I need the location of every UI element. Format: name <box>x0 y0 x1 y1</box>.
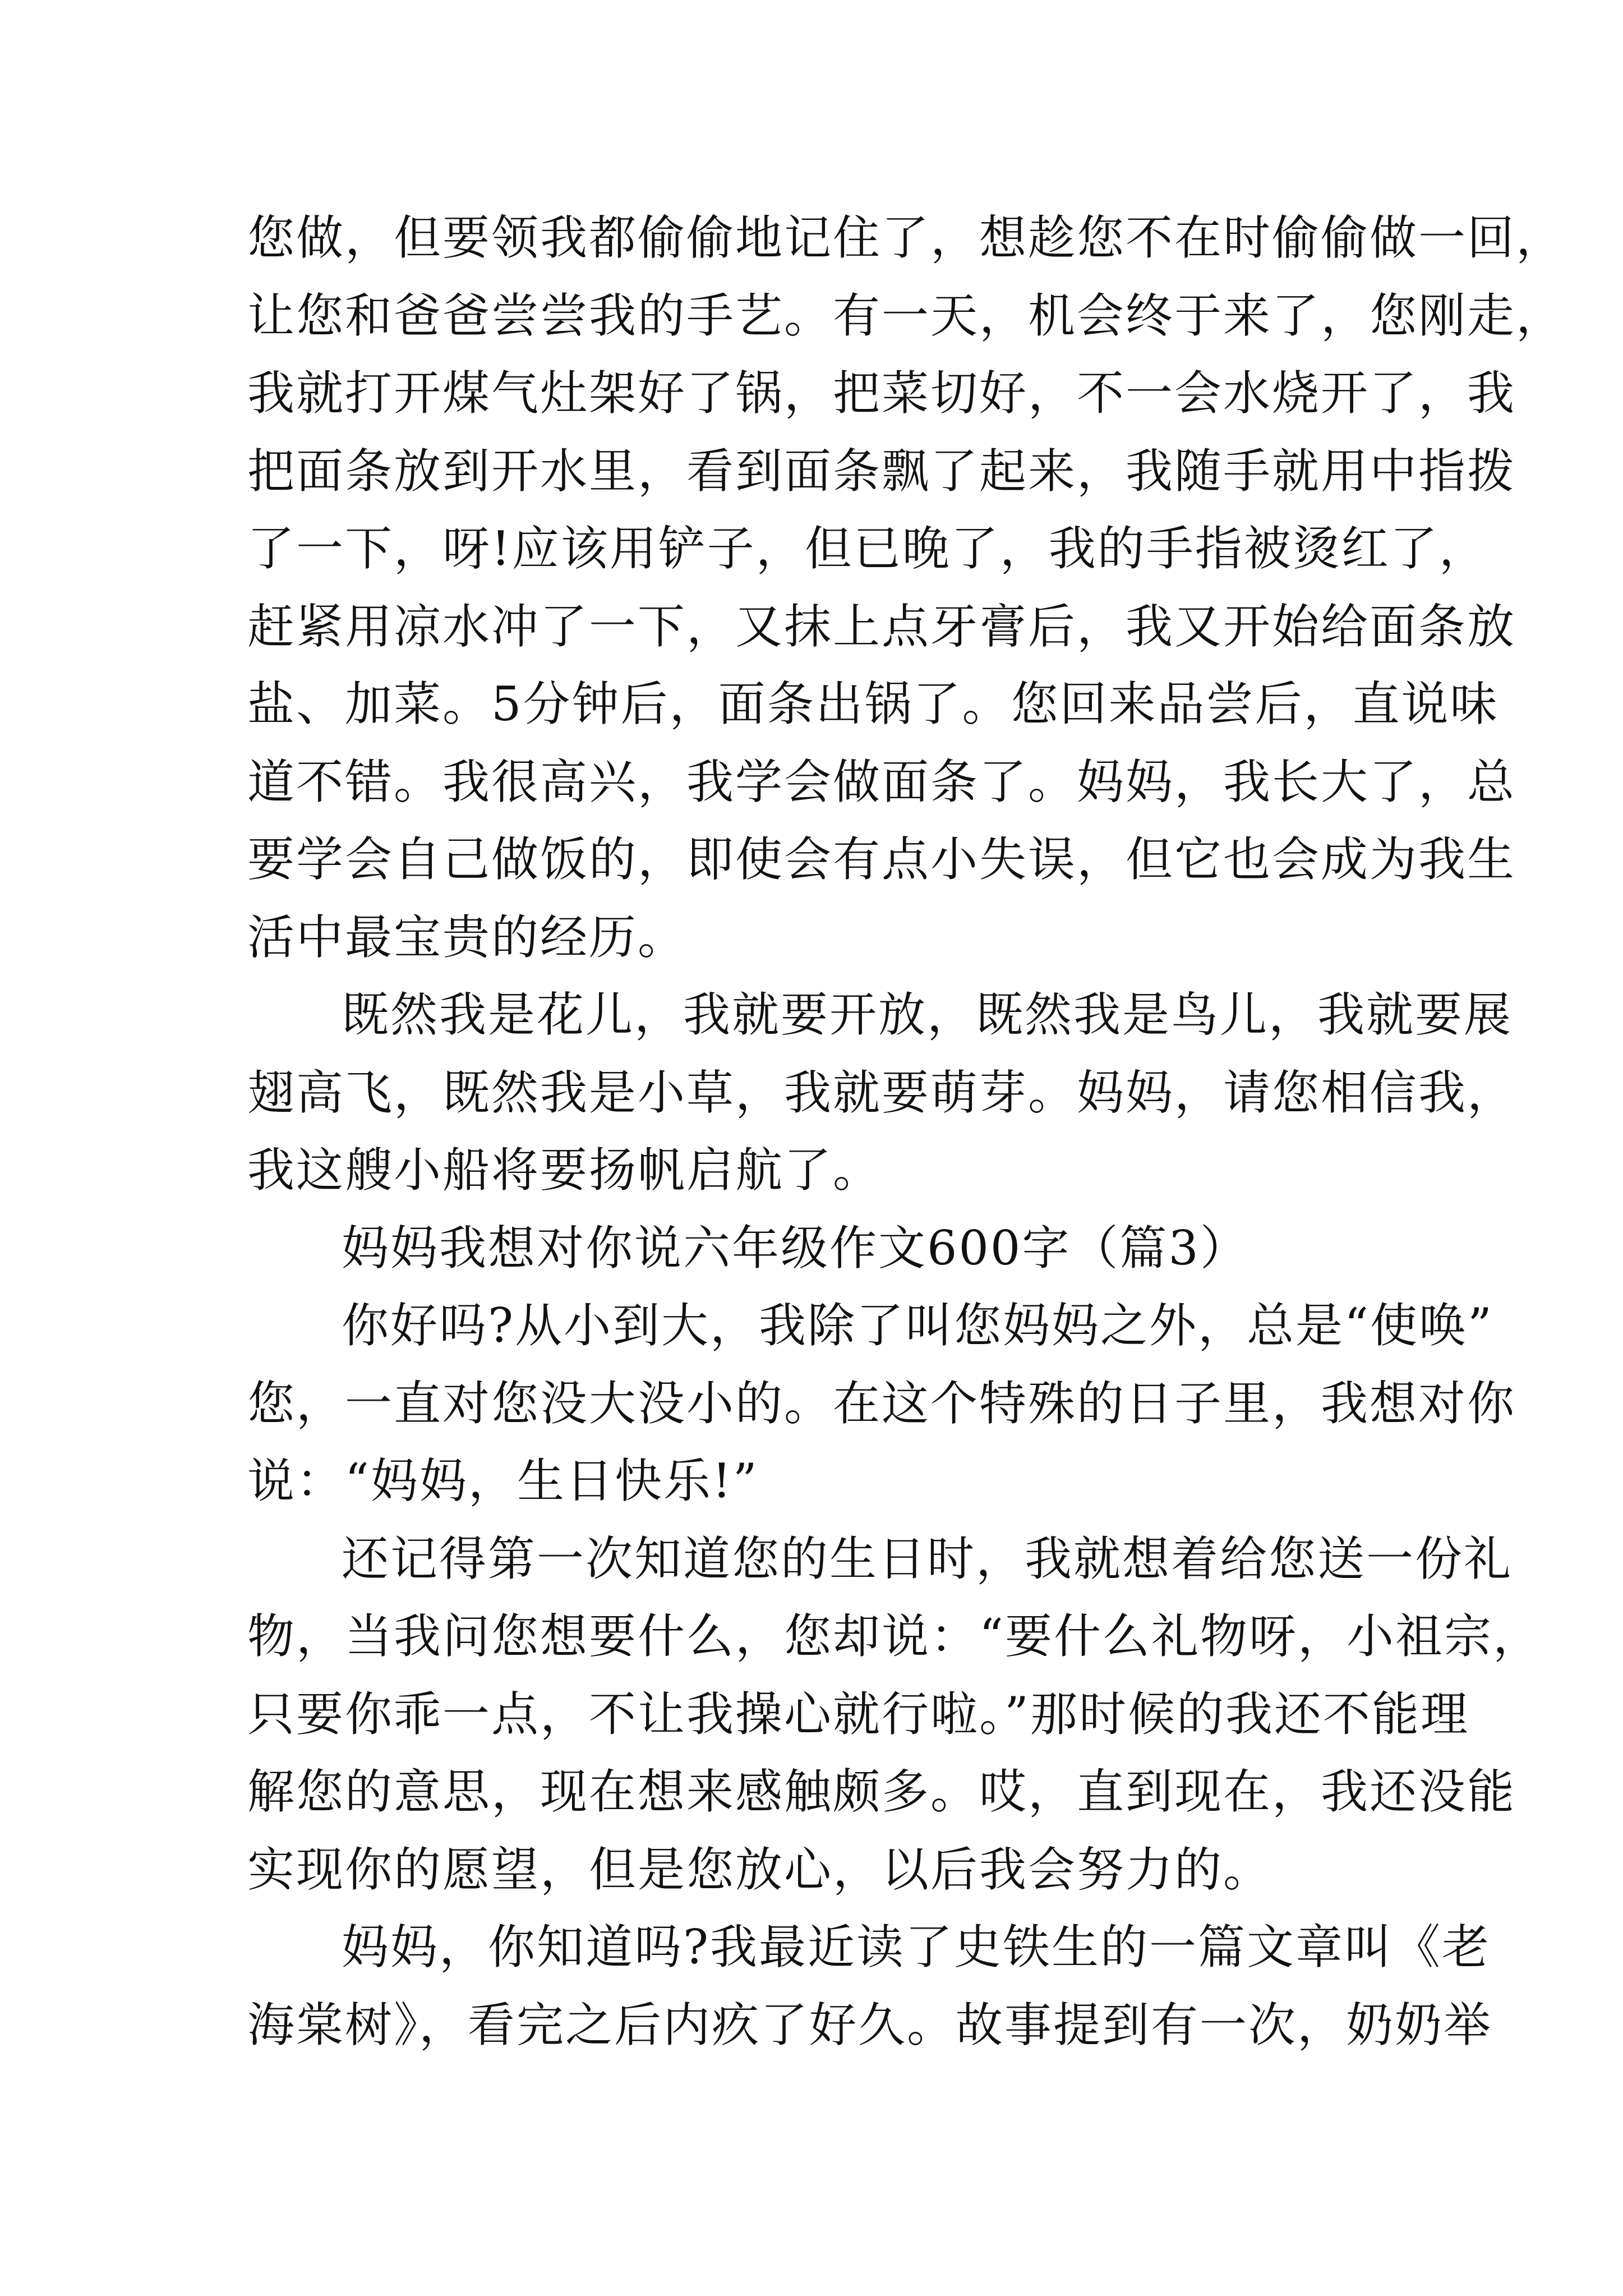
text-line: 既然我是花儿，我就要开放，既然我是鸟儿，我就要展 <box>342 987 1513 1042</box>
paragraph-begonia-tree <box>247 1908 1493 2064</box>
text-line: 您做，但要领我都偷偷地记住了，想趁您不在时偷偷做一回， <box>247 210 1565 265</box>
text-line: 赶紧用凉水冲了一下，又抹上点牙膏后，我又开始给面条放 <box>247 599 1516 654</box>
text-line: 还记得第一次知道您的生日时，我就想着给您送一份礼 <box>342 1531 1513 1586</box>
text-line: 我就打开煤气灶架好了锅，把菜切好，不一会水烧开了，我 <box>247 366 1516 421</box>
paragraph-flower-bird <box>247 976 1516 1209</box>
text-line: 解您的意思，现在想来感触颇多。哎，直到现在，我还没能 <box>247 1764 1516 1819</box>
text-line: 要学会自己做饭的，即使会有点小失误，但它也会成为我生 <box>247 832 1516 887</box>
text-line: 物，当我问您想要什么，您却说：“要什么礼物呀，小祖宗， <box>247 1609 1542 1664</box>
text-line: 妈妈，你知道吗?我最近读了史铁生的一篇文章叫《老 <box>342 1920 1491 1975</box>
text-line: 你好吗?从小到大，我除了叫您妈妈之外，总是“使唤” <box>342 1298 1493 1353</box>
text-line: 盐、加菜。5分钟后，面条出锅了。您回来品尝后，直说味 <box>247 677 1499 731</box>
text-line: 翅高飞，既然我是小草，我就要萌芽。妈妈，请您相信我， <box>247 1065 1516 1120</box>
text-line: 道不错。我很高兴，我学会做面条了。妈妈，我长大了，总 <box>247 754 1516 809</box>
text-line: 活中最宝贵的经历。 <box>247 909 687 965</box>
document-body <box>247 199 1565 2064</box>
text-line: 让您和爸爸尝尝我的手艺。有一天，机会终于来了，您刚走， <box>247 288 1565 343</box>
text-line: 把面条放到开水里，看到面条飘了起来，我随手就用中指拨 <box>247 443 1516 499</box>
text-line: 实现你的愿望，但是您放心，以后我会努力的。 <box>247 1842 1272 1897</box>
text-line: 说：“妈妈，生日快乐!” <box>247 1453 759 1508</box>
essay-title: 妈妈我想对你说六年级作文600字（篇3） <box>342 1220 1249 1276</box>
text-line: 我这艘小船将要扬帆启航了。 <box>247 1143 882 1198</box>
text-line: 海棠树》，看完之后内疚了好久。故事提到有一次，奶奶举 <box>247 1997 1493 2053</box>
paragraph-birthday-gift <box>247 1520 1542 1909</box>
section-heading <box>247 1209 1391 1287</box>
text-line: 了一下，呀!应该用铲子，但已晚了，我的手指被烫红了， <box>247 521 1488 576</box>
text-line: 只要你乖一点，不让我操心就行啦。”那时候的我还不能理 <box>247 1686 1469 1742</box>
paragraph-greeting <box>247 1287 1516 1520</box>
text-line: 您，一直对您没大没小的。在这个特殊的日子里，我想对你 <box>247 1375 1516 1431</box>
paragraph-cooking-story <box>247 199 1565 976</box>
